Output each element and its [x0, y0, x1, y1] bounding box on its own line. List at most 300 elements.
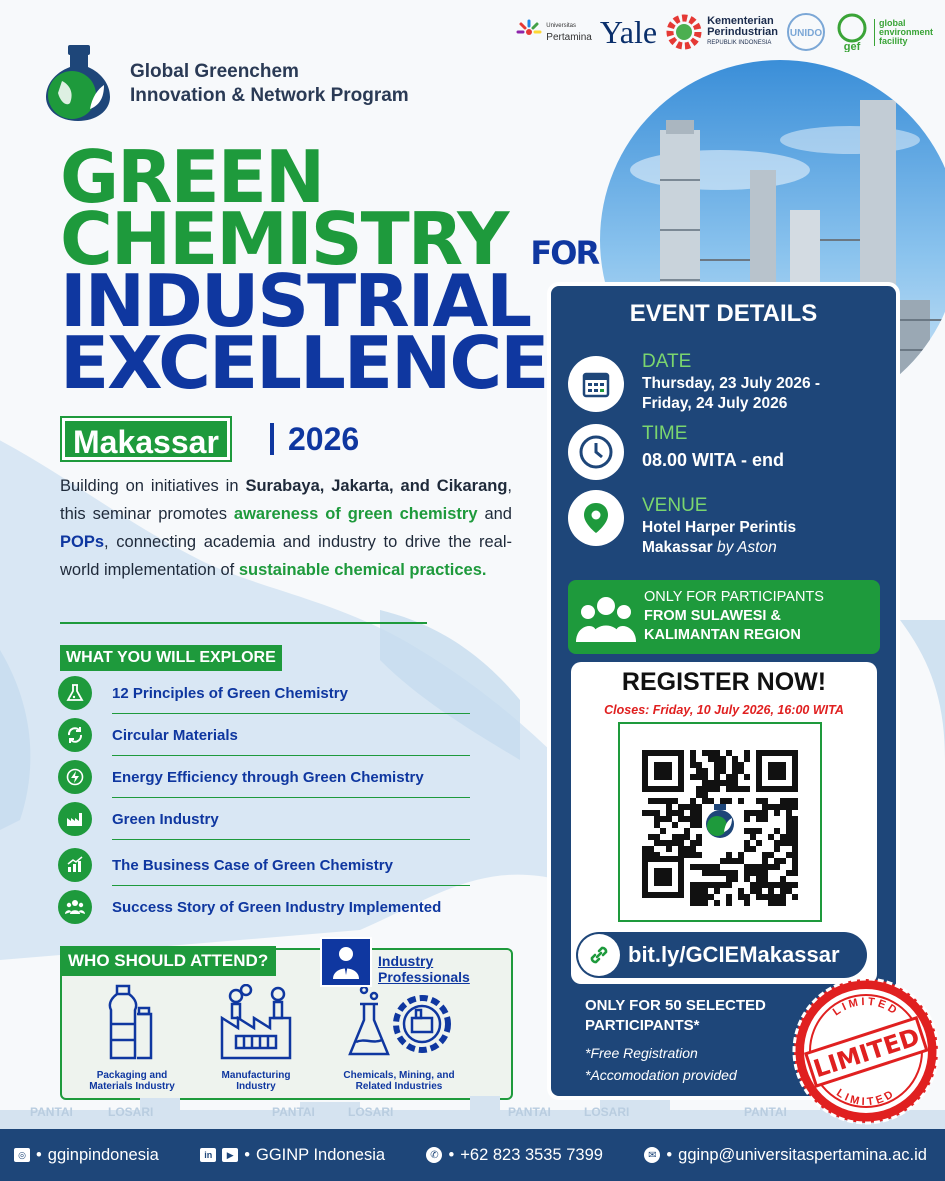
attend-item-label: Related Industries — [355, 1081, 443, 1092]
qr-module — [702, 888, 708, 894]
qr-module — [792, 822, 798, 828]
qr-module — [702, 750, 708, 756]
unido-icon — [786, 12, 826, 52]
qr-module — [762, 852, 768, 858]
org-name-line1: Global Greenchem — [130, 61, 299, 82]
youtube-icon: ▶ — [222, 1148, 238, 1162]
qr-module — [684, 852, 690, 858]
qr-code-image — [620, 724, 820, 920]
skyline-sign: PANTAI — [508, 1105, 551, 1119]
qr-module — [780, 900, 786, 906]
footer-social[interactable] — [200, 1146, 385, 1165]
intro-cities: Surabaya, Jakarta, and Cikarang — [245, 477, 508, 495]
registration-link-text[interactable]: bit.ly/GCIEMakassar — [628, 942, 840, 967]
qr-module — [768, 864, 774, 870]
qr-module — [780, 834, 786, 840]
qr-module — [762, 804, 768, 810]
qr-module — [696, 840, 702, 846]
benefit-item: *Accomodation provided — [585, 1067, 737, 1083]
explore-label: WHAT YOU WILL EXPLORE — [60, 645, 282, 671]
qr-module — [768, 804, 774, 810]
bottle-icon — [107, 984, 157, 1064]
date-line2: Friday, 24 July 2026 — [642, 395, 788, 412]
region-badge — [568, 580, 880, 654]
qr-module — [696, 864, 702, 870]
qr-module — [756, 828, 762, 834]
qr-module — [756, 810, 762, 816]
qr-module — [684, 816, 690, 822]
benefit-item: *Free Registration — [585, 1045, 698, 1061]
qr-module — [726, 798, 732, 804]
qr-module — [690, 762, 696, 768]
stamp-ring-bottom: LIMITED — [834, 1087, 898, 1109]
qr-module — [738, 888, 744, 894]
qr-module — [672, 798, 678, 804]
qr-center-logo — [702, 804, 738, 840]
qr-module — [726, 894, 732, 900]
energy-bolt-icon — [58, 760, 92, 794]
title-line4: EXCELLENCE — [60, 321, 548, 405]
qr-module — [726, 786, 732, 792]
qr-module — [714, 774, 720, 780]
qr-module — [714, 768, 720, 774]
event-year — [272, 418, 359, 460]
qr-module — [756, 876, 762, 882]
title-line3: INDUSTRIAL — [60, 259, 531, 343]
qr-module — [732, 756, 738, 762]
qr-module — [732, 780, 738, 786]
pertamina-logo — [516, 19, 592, 45]
qr-module — [690, 810, 696, 816]
qr-module — [762, 870, 768, 876]
qr-module — [726, 774, 732, 780]
qr-module — [666, 810, 672, 816]
qr-module — [654, 810, 660, 816]
intro-text-3: and — [477, 505, 512, 523]
bullet-dot: • — [666, 1145, 673, 1164]
qr-module — [696, 762, 702, 768]
registration-link[interactable] — [576, 932, 867, 978]
qr-module — [744, 846, 750, 852]
qr-module — [708, 870, 714, 876]
qr-module — [714, 900, 720, 906]
qr-module — [774, 882, 780, 888]
attend-item-label: Manufacturing — [221, 1070, 291, 1081]
qr-module — [702, 870, 708, 876]
qr-module — [708, 894, 714, 900]
recycle-icon — [58, 718, 92, 752]
pertamina-icon — [516, 19, 542, 45]
qr-module — [786, 840, 792, 846]
qr-module — [774, 864, 780, 870]
gef-logo — [834, 12, 933, 52]
footer-email-text[interactable]: gginp@universitaspertamina.ac.id — [678, 1145, 927, 1164]
qr-module — [660, 828, 666, 834]
kemenperin-logo — [665, 13, 778, 51]
qr-module — [660, 816, 666, 822]
qr-module — [774, 900, 780, 906]
qr-module — [732, 774, 738, 780]
qr-module — [696, 792, 702, 798]
footer-instagram-text[interactable]: gginpindonesia — [47, 1145, 159, 1164]
qr-module — [792, 870, 798, 876]
qr-module — [690, 774, 696, 780]
qr-module — [768, 900, 774, 906]
qr-module — [768, 882, 774, 888]
qr-module — [792, 804, 798, 810]
qr-module — [780, 876, 786, 882]
explore-item — [58, 672, 470, 714]
footer-phone[interactable] — [426, 1146, 602, 1165]
qr-module — [690, 816, 696, 822]
group-icon — [58, 890, 92, 924]
intro-text-2: , this seminar promotes — [60, 477, 513, 523]
qr-module — [792, 816, 798, 822]
kemenperin-line3: REPUBLIK INDONESIA — [707, 39, 772, 46]
qr-module — [726, 858, 732, 864]
explore-item — [58, 714, 470, 756]
qr-module — [720, 870, 726, 876]
qr-module — [720, 882, 726, 888]
explore-item — [58, 756, 470, 798]
qr-module — [702, 786, 708, 792]
venue-value — [642, 518, 796, 558]
skyline-sign: LOSARI — [584, 1105, 630, 1119]
explore-list — [58, 672, 470, 928]
qr-module — [732, 858, 738, 864]
qr-module — [744, 774, 750, 780]
footer-instagram[interactable] — [14, 1146, 159, 1165]
title-line2-text: CHEMISTRY — [60, 197, 508, 281]
qr-module — [744, 756, 750, 762]
qr-module — [714, 882, 720, 888]
qr-module — [780, 888, 786, 894]
qr-module — [768, 894, 774, 900]
qr-module — [738, 858, 744, 864]
pertamina-small-text: Universitas — [546, 23, 576, 29]
attend-item-label: Materials Industry — [89, 1081, 175, 1092]
qr-module — [732, 768, 738, 774]
attend-item — [334, 984, 464, 1092]
qr-module — [672, 840, 678, 846]
qr-module — [708, 882, 714, 888]
clock-icon — [568, 424, 624, 480]
qr-module — [774, 894, 780, 900]
bullet-dot: • — [244, 1145, 251, 1164]
qr-module — [732, 786, 738, 792]
qr-module — [690, 804, 696, 810]
qr-module — [678, 804, 684, 810]
qr-module — [786, 816, 792, 822]
explore-item-label: Circular Materials — [112, 726, 238, 744]
footer-social-text[interactable]: GGINP Indonesia — [256, 1145, 386, 1164]
qr-module — [678, 834, 684, 840]
qr-module — [780, 894, 786, 900]
qr-module — [696, 834, 702, 840]
gear-icon — [665, 13, 703, 51]
qr-module — [720, 780, 726, 786]
qr-module — [690, 840, 696, 846]
qr-module — [696, 888, 702, 894]
qr-module — [702, 798, 708, 804]
linkedin-icon: in — [200, 1148, 216, 1162]
qr-module — [726, 852, 732, 858]
qr-module — [756, 816, 762, 822]
title-for: FOR — [530, 234, 599, 272]
qr-module — [732, 876, 738, 882]
attend-item-label: Chemicals, Mining, and — [343, 1070, 455, 1081]
qr-module — [708, 798, 714, 804]
qr-module — [792, 894, 798, 900]
qr-module — [762, 894, 768, 900]
event-details-title: EVENT DETAILS — [629, 300, 818, 327]
qr-module — [786, 822, 792, 828]
qr-module — [672, 810, 678, 816]
qr-module — [702, 792, 708, 798]
industry-line2: Professionals — [378, 969, 470, 985]
qr-module — [786, 810, 792, 816]
qr-module — [690, 822, 696, 828]
qr-module — [738, 852, 744, 858]
qr-module — [648, 798, 654, 804]
explore-item — [58, 798, 470, 840]
qr-module — [708, 780, 714, 786]
qr-module — [678, 840, 684, 846]
qr-module — [762, 816, 768, 822]
date-value — [642, 374, 820, 414]
qr-module — [654, 822, 660, 828]
qr-module — [702, 774, 708, 780]
qr-module — [786, 852, 792, 858]
footer-bar — [0, 1129, 945, 1181]
qr-module — [780, 882, 786, 888]
qr-module — [696, 822, 702, 828]
selected-participants — [585, 996, 825, 1036]
bullet-dot: • — [448, 1145, 455, 1164]
qr-module — [750, 864, 756, 870]
whatsapp-icon: ✆ — [426, 1147, 442, 1163]
pertamina-text: Pertamina — [546, 32, 592, 43]
qr-module — [696, 900, 702, 906]
explore-item-label: 12 Principles of Green Chemistry — [112, 684, 348, 702]
qr-module — [696, 804, 702, 810]
qr-module — [744, 900, 750, 906]
gef-line1: global — [878, 17, 906, 28]
qr-module — [672, 822, 678, 828]
qr-module — [696, 894, 702, 900]
date-label: DATE — [642, 351, 692, 372]
qr-module — [714, 780, 720, 786]
qr-module — [744, 876, 750, 882]
qr-module — [690, 846, 696, 852]
qr-module — [762, 810, 768, 816]
qr-module — [690, 882, 696, 888]
qr-module — [666, 840, 672, 846]
qr-module — [708, 750, 714, 756]
qr-module — [708, 864, 714, 870]
qr-module — [750, 810, 756, 816]
qr-module — [774, 840, 780, 846]
qr-module — [660, 798, 666, 804]
qr-module — [690, 750, 696, 756]
industry-professionals — [320, 937, 470, 987]
org-name-line2: Innovation & Network Program — [130, 85, 409, 106]
intro-highlight-awareness: awareness of green chemistry — [233, 505, 478, 523]
title-line1: GREEN — [60, 135, 324, 219]
qr-module — [732, 870, 738, 876]
unido-logo — [786, 12, 826, 52]
qr-module — [654, 840, 660, 846]
venue-line2: Makassar — [642, 539, 713, 556]
qr-module — [732, 762, 738, 768]
qr-module — [690, 756, 696, 762]
qr-module — [756, 882, 762, 888]
footer-phone-text[interactable]: +62 823 3535 7399 — [460, 1145, 603, 1164]
qr-module — [750, 882, 756, 888]
limited-stamp — [790, 975, 942, 1127]
qr-module — [720, 858, 726, 864]
qr-module — [666, 804, 672, 810]
qr-module — [690, 864, 696, 870]
factory-icon — [58, 802, 92, 836]
qr-module — [714, 864, 720, 870]
qr-module — [792, 864, 798, 870]
qr-module — [714, 756, 720, 762]
qr-module — [774, 828, 780, 834]
gef-text: gef — [843, 41, 861, 52]
qr-module — [720, 768, 726, 774]
time-value: 08.00 WITA - end — [642, 450, 785, 470]
qr-module — [786, 804, 792, 810]
qr-module — [738, 786, 744, 792]
qr-module — [648, 846, 654, 852]
industry-line1: Industry — [378, 953, 434, 969]
skyline-sign: LOSARI — [348, 1105, 394, 1119]
stamp-text: LIMITED — [810, 1022, 924, 1084]
qr-module — [750, 846, 756, 852]
qr-module — [696, 882, 702, 888]
qr-module — [702, 900, 708, 906]
qr-module — [714, 786, 720, 792]
qr-module — [648, 810, 654, 816]
explore-item-label: Energy Efficiency through Green Chemistry — [112, 768, 424, 786]
industry-professionals-label — [378, 953, 488, 985]
qr-module — [726, 870, 732, 876]
instagram-icon: ◎ — [14, 1148, 30, 1162]
qr-module — [744, 816, 750, 822]
qr-module — [702, 768, 708, 774]
qr-module — [702, 780, 708, 786]
qr-module — [762, 858, 768, 864]
skyline-sign: LOSARI — [108, 1105, 154, 1119]
qr-module — [744, 870, 750, 876]
gef-line3: facility — [878, 35, 908, 46]
flask-icon — [58, 676, 92, 710]
gginp-logo — [40, 45, 116, 121]
qr-module — [702, 882, 708, 888]
intro-text-4: , connecting academia and industry to drive the real-world implementation of — [60, 533, 512, 579]
qr-module — [792, 882, 798, 888]
qr-module — [792, 798, 798, 804]
qr-module — [714, 762, 720, 768]
intro-text-1: Building on initiatives in — [60, 477, 246, 495]
qr-module — [768, 888, 774, 894]
intro-paragraph — [60, 472, 512, 584]
qr-module — [654, 798, 660, 804]
qr-module — [714, 750, 720, 756]
qr-module — [744, 840, 750, 846]
qr-module — [744, 894, 750, 900]
time-label: TIME — [642, 423, 688, 444]
footer-email[interactable] — [644, 1146, 927, 1165]
location-pin-icon — [568, 490, 624, 546]
qr-module — [690, 888, 696, 894]
qr-module — [786, 870, 792, 876]
explore-item — [58, 886, 470, 928]
qr-module — [684, 846, 690, 852]
qr-module — [738, 798, 744, 804]
qr-module — [774, 858, 780, 864]
gef-icon — [834, 12, 870, 52]
qr-module — [672, 834, 678, 840]
explore-item-label: Green Industry — [112, 810, 219, 828]
org-name — [130, 60, 409, 108]
intro-divider — [60, 622, 427, 624]
qr-module — [678, 810, 684, 816]
qr-module — [792, 852, 798, 858]
skyline-sign: PANTAI — [272, 1105, 315, 1119]
register-deadline: Closes: Friday, 10 July 2026, 16:00 WITA — [604, 703, 844, 717]
qr-module — [744, 828, 750, 834]
qr-module — [696, 786, 702, 792]
attend-label: WHO SHOULD ATTEND? — [60, 946, 276, 976]
qr-module — [654, 816, 660, 822]
professional-icon — [320, 937, 372, 987]
qr-module — [750, 870, 756, 876]
qr-module — [690, 852, 696, 858]
qr-module — [696, 816, 702, 822]
qr-module — [786, 888, 792, 894]
venue-line1: Hotel Harper Perintis — [642, 519, 797, 536]
qr-module — [756, 798, 762, 804]
qr-module — [786, 882, 792, 888]
qr-module — [660, 840, 666, 846]
register-title: REGISTER NOW! — [621, 668, 827, 696]
attend-item-label: Packaging and — [96, 1070, 168, 1081]
qr-module — [792, 840, 798, 846]
qr-module — [780, 858, 786, 864]
attend-item — [72, 984, 192, 1092]
partner-logos — [516, 10, 933, 54]
qr-code[interactable] — [618, 722, 822, 922]
qr-module — [762, 876, 768, 882]
qr-module — [696, 852, 702, 858]
region-line2: FROM SULAWESI & — [644, 608, 781, 624]
skyline-sign: PANTAI — [30, 1105, 73, 1119]
qr-module — [654, 834, 660, 840]
qr-module — [768, 852, 774, 858]
qr-module — [756, 864, 762, 870]
qr-module — [642, 846, 648, 852]
qr-module — [678, 816, 684, 822]
qr-module — [666, 798, 672, 804]
city-badge: Makassar — [62, 418, 230, 460]
selected-line2: PARTICIPANTS* — [585, 1017, 700, 1034]
qr-module — [756, 870, 762, 876]
unido-text: UNIDO — [789, 28, 823, 39]
attend-item-label: Industry — [236, 1081, 276, 1092]
qr-module — [726, 780, 732, 786]
